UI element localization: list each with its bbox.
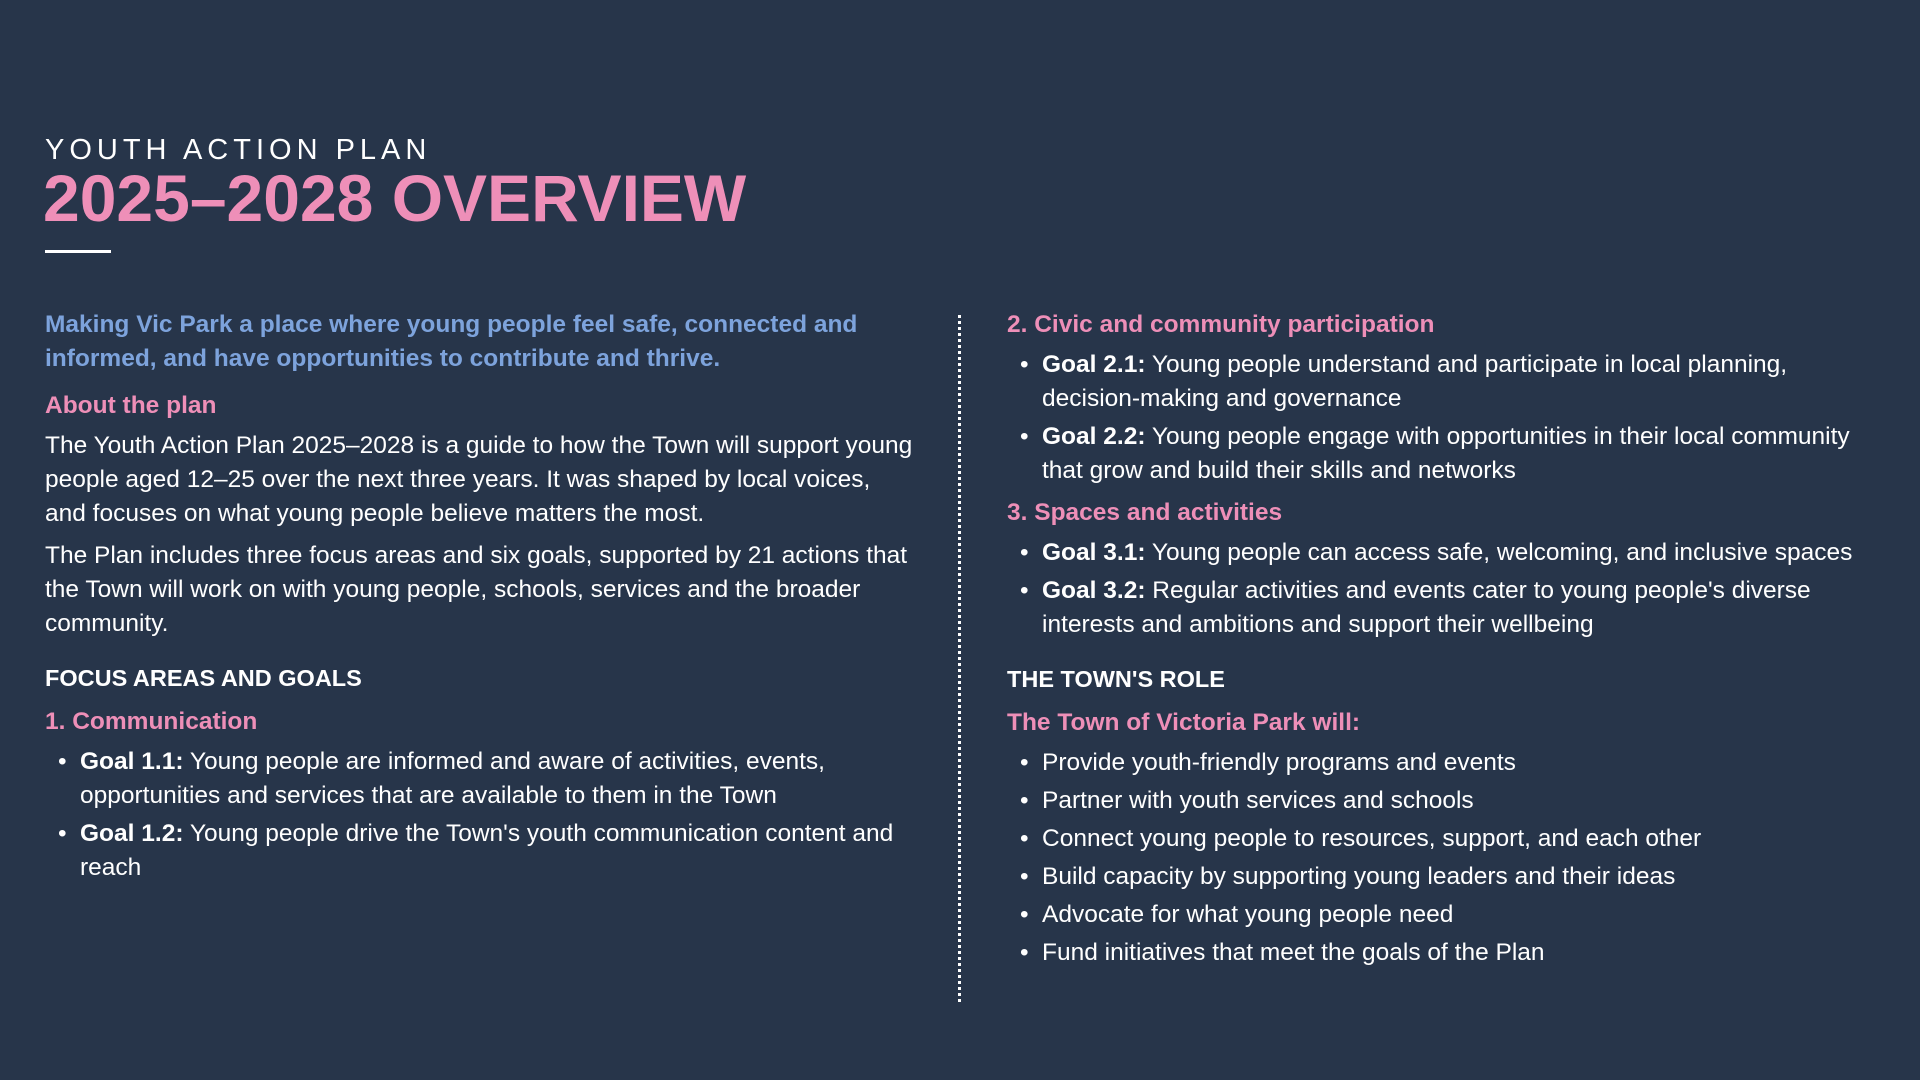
goal-text: Regular activities and events cater to young people's diverse interests and ambitions and support their wellbeing — [1042, 577, 1811, 638]
left-column — [45, 308, 915, 893]
role-item: • Fund initiatives that meet the goals of the Plan — [1007, 936, 1887, 970]
role-item: • Build capacity by supporting young leaders and their ideas — [1007, 860, 1887, 894]
goal-item — [1007, 420, 1887, 488]
goal-label: Goal 2.1: — [1042, 351, 1146, 378]
page-title: 2025–2028 OVERVIEW — [43, 161, 747, 235]
area-title: 3. Spaces and activities — [1007, 499, 1283, 526]
goal-list — [1007, 536, 1887, 642]
goal-text: Young people are informed and aware of activities, events, opportunities and services that are available to them in the Town — [80, 748, 825, 809]
goal-text: Young people understand and participate in local planning, decision-making and governance — [1042, 351, 1788, 412]
goal-label: Goal 3.2: — [1042, 577, 1146, 604]
role-list — [1007, 746, 1887, 970]
role-item: • Partner with youth services and schools — [1007, 784, 1887, 818]
goal-text: Young people drive the Town's youth communication content and reach — [80, 820, 894, 881]
goal-item — [1007, 536, 1887, 570]
goal-text: Young people can access safe, welcoming, and inclusive spaces — [1145, 539, 1853, 566]
column-divider — [958, 315, 961, 1002]
goal-label: Goal 2.2: — [1042, 423, 1146, 450]
right-column — [1007, 308, 1887, 978]
goal-list — [1007, 348, 1887, 488]
focus-heading: FOCUS AREAS AND GOALS — [45, 665, 362, 691]
area-title: 2. Civic and community participation — [1007, 311, 1435, 338]
about-paragraph: The Youth Action Plan 2025–2028 is a guide to how the Town will support young people aged 12–25 over the next three years. It was shaped by local voices, and focuses on what young people believe matters the most. — [45, 432, 913, 527]
about-heading: About the plan — [45, 392, 217, 419]
goal-text: Young people engage with opportunities in their local community that grow and build their skills and networks — [1042, 423, 1850, 484]
title-rule — [45, 250, 111, 253]
goal-item — [1007, 574, 1887, 642]
role-item: • Advocate for what young people need — [1007, 898, 1887, 932]
role-heading: THE TOWN'S ROLE — [1007, 666, 1225, 692]
role-item: • Provide youth-friendly programs and events — [1007, 746, 1887, 780]
kicker: YOUTH ACTION PLAN — [45, 134, 432, 166]
goal-label: Goal 1.2: — [80, 820, 184, 847]
about-paragraph: The Plan includes three focus areas and six goals, supported by 21 actions that the Town will work on with young people, schools, services and the broader community. — [45, 542, 908, 637]
goal-item — [1007, 348, 1887, 416]
goal-list — [45, 745, 915, 885]
goal-item — [45, 817, 915, 885]
role-item: • Connect young people to resources, support, and each other — [1007, 822, 1887, 856]
goal-label: Goal 3.1: — [1042, 539, 1146, 566]
goal-item — [45, 745, 915, 813]
lead-statement: Making Vic Park a place where young people feel safe, connected and informed, and have opportunities to contribute and thrive. — [45, 311, 858, 372]
area-title: 1. Communication — [45, 708, 258, 735]
role-subheading: The Town of Victoria Park will: — [1007, 709, 1361, 736]
goal-label: Goal 1.1: — [80, 748, 184, 775]
